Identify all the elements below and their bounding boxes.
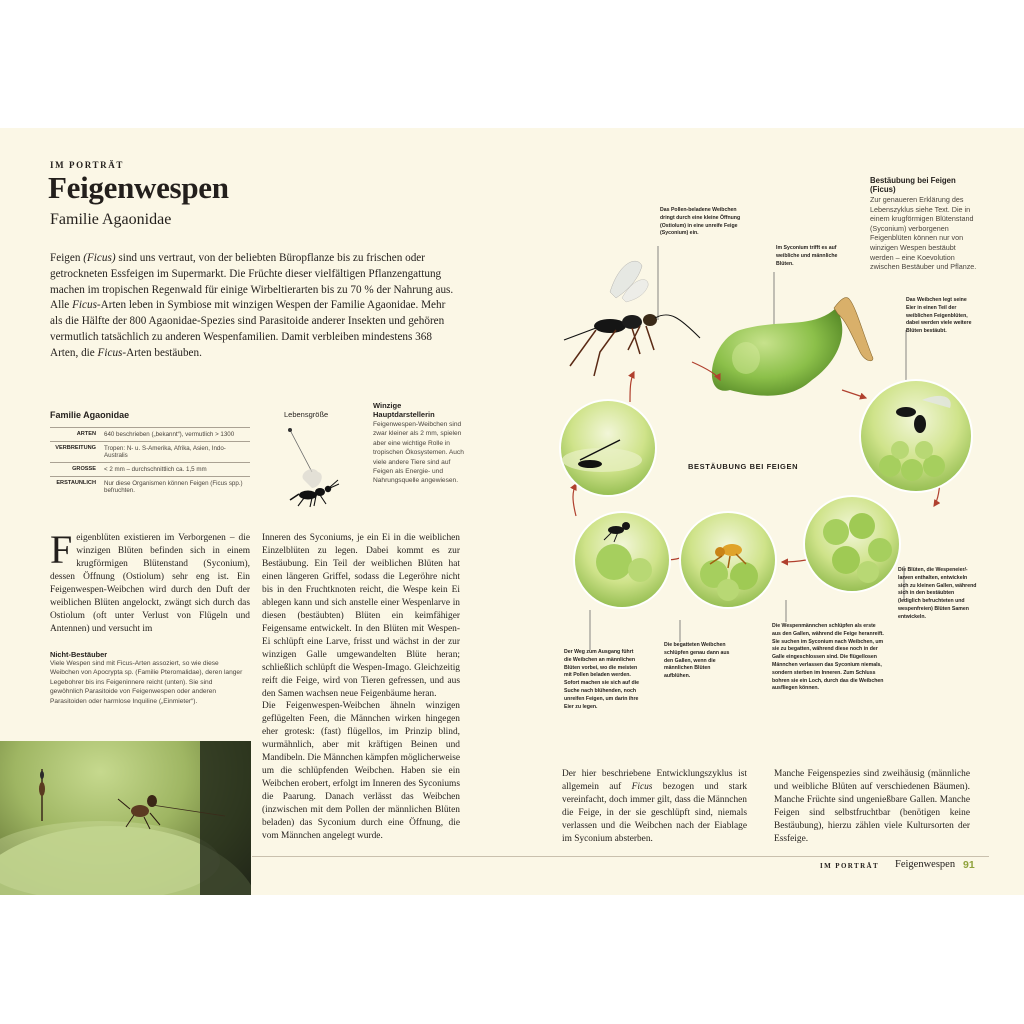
bottom-paragraph-1: Der hier beschriebene Entwicklungszyklus ist allgemein auf Ficus bezogen und stark vereinfacht, doch immer gilt, dass die Männchen die Feige, in der sie geschlüpft sind, niemals verlassen und die Weibchen nach der Eiablage im Syconium absterben. — [562, 769, 748, 844]
ficus-term: (Ficus) — [83, 252, 116, 264]
facts-heading: Familie Agaonidae — [50, 410, 130, 420]
table-row: ARTEN 640 beschrieben („bekannt“), vermutlich > 1300 — [50, 428, 250, 442]
intro-paragraph: Feigen (Ficus) sind uns vertraut, von der beliebten Büropflanze bis zu frischen oder getrockneten Essfeigen im Supermarkt. Die Früchte dieser vielfältigen Pflanzengattung machen im tropischen Regenwald für einige Wirbeltierarten bis zu 70 % der Nahrung aus. Alle Ficus-Arten leben in Symbiose mit winzigen Wespen der Familie Agaonidae. Mehr als die Hälfte der 800 Agaonidae-Spezies sind Parasitoide anderer Insekten und gehören vermutlich tatsächlich zu anderen Wespenfamilien. Damit verbleiben mindestens 368 Arten, die Ficus-Arten bestäuben. — [50, 252, 454, 359]
cycle-stage-males — [680, 512, 776, 608]
caption-exit: Der Weg zum Ausgang führt die Weibchen an männlichen Blüten vorbei, wo die meisten mit Pollen beladen werden. Sofort machen sie sich auf die Suche nach blühenden, noch unreifen Feigen, um darin ihre Eier zu legen. — [564, 649, 639, 710]
lifesize-label: Lebensgröße — [284, 410, 329, 419]
fig-fruit-icon — [712, 298, 873, 396]
facts-table — [50, 427, 250, 497]
cycle-stage-exit — [560, 400, 656, 496]
diagram-side-text: Zur genaueren Erklärung des Lebenszyklus siehe Text. Die in einem krugförmigen Blütenstand (Syconium) verborgenen Feigenblüten können nur von winzigen Wespen bestäubt werden – eine Koevolution zwischen Bestäuber und Pflanze. — [870, 195, 977, 272]
footer-title: Feigenwespen — [895, 859, 956, 870]
caption-mated: Die begatteten Weibchen schlüpfen genau dann aus den Gallen, wenn die männlichen Blüten aufblühen. — [664, 642, 730, 680]
table-row: VERBREITUNG Tropen: N- u. S-Amerika, Afrika, Asien, Indo-Australis — [50, 442, 250, 463]
body-column-2b: Die Feigenwespen-Weibchen ähneln winzigen geflügelten Feen, die Männchen wirken hingegen eher grotesk: (fast) flügellos, im Prinzip blind, wurmähnlich, aber mit kräftigen Beinen und Mandibeln. Die Männchen kämpfen möglicherweise um die schlüpfenden Weibchen. Haben sie ein Weibchen erobert, erfolgt im Inneren des Syconiums die Paarung. Danach verlässt das Weibchen (inzwischen mit dem Pollen der männlichen Blüten beladen) das Syconium durch eine Öffnung, die vom Männchen angelegt wurde. — [262, 701, 460, 841]
section-kicker: IM PORTRÄT — [50, 160, 124, 170]
bottom-paragraph-2: Manche Feigenspezies sind zweihäusig (männliche und weibliche Blüten auf verschiedenen Bäumen). Manche Früchte sind ungenießbare Gallen. Manche Feigen sind selbstfruchtbar (benötigen keine Bestäubung), hierzu zählen viele Kultursorten der Essfeige. — [774, 769, 970, 844]
footer-kicker: IM PORTRÄT — [820, 862, 880, 870]
page-subtitle: Familie Agaonidae — [50, 211, 172, 228]
nonpollinator-heading: Nicht-Bestäuber — [50, 650, 108, 659]
caption-eggs: Das Weibchen legt seine Eier in einen Teil der weiblichen Feigenblüten, dabei werden viele weitere Blüten bestäubt. — [906, 297, 972, 335]
nonpollinator-text: Viele Wespen sind mit Ficus-Arten assoziert, so wie diese Weibchen von Apocrypta sp. (Familie Pteromalidae), deren langer Legebohrer bis ins Feigeninnere reicht (unten). Sie sind gewöhnlich Parasitoide von Feigenwespen oder anderen Parasitoiden oder harmlose Inquiline („Einmieter“). — [50, 660, 243, 705]
footer-rule — [252, 856, 989, 857]
caption-develop: Die Blüten, die Wespeneier/-larven enthalten, entwickeln sich zu kleinen Gallen, während sich in den bestäubten (lediglich befruchteten und wespenfreien) Blüten Samen entwickeln. — [898, 567, 977, 620]
body-column-2: Inneren des Syconiums, je ein Ei in die weiblichen Einzelblüten zu legen. Dabei kommt es zur Bestäubung. Ein Teil der weiblichen Blüten hat einen längeren Griffel, sodass die Legeröhre nicht bis in den Fruchtknoten reicht, die Wespe kein Ei ablegen kann und sich anstelle einer Wespenlarve in diesen (bestäubten) Blüten ein keimfähiger Feigensame entwickelt. In den Blüten mit Wespen-Ei schlüpft eine Larve, frisst und wächst in der zur winzigen Galle umgewandelten Blüte heran; schließlich schlüpft die Wespen-Imago. Gleichzeitig reift die Feige, wird von Tieren gefressen, und aus den Samen wachsen neue Feigenbäume heran. — [262, 533, 460, 699]
body-column-1: Feigenblüten existieren im Verborgenen – die winzigen Blüten befinden sich in einem krugförmigen Blütenstand (Syconium), dessen Öffnung (Ostiolum) sehr eng ist. Ein Feigenwespen-Weibchen wird durch den Duft der weiblichen Blüten angelockt, zwängt sich durch das Ostiolum (oft unter Verlust von Flügeln und Antennen) und versucht im — [50, 527, 250, 634]
cycle-stage-eggs — [860, 380, 972, 492]
drop-cap: F — [50, 527, 73, 572]
ficus-term: Ficus — [97, 346, 123, 359]
cycle-stage-develop — [804, 496, 900, 592]
page-title: Feigenwespen — [48, 170, 229, 205]
diagram-side-heading: Bestäubung bei Feigen (Ficus) — [870, 176, 956, 194]
wasp-silhouette-icon — [268, 422, 348, 512]
table-row: GROSSE < 2 mm – durchschnittlich ca. 1,5 mm — [50, 463, 250, 477]
photo-illustration — [0, 741, 251, 895]
page-number: 91 — [963, 859, 975, 871]
cycle-stage-mated — [574, 512, 670, 608]
caption-syconium: Im Syconium trifft es auf weibliche und männliche Blüten. — [776, 245, 838, 267]
cycle-label: BESTÄUBUNG BEI FEIGEN — [688, 462, 799, 471]
fig-wasp-photo — [0, 741, 251, 895]
winzig-heading: Winzige Hauptdarstellerin — [373, 401, 435, 419]
caption-enter: Das Pollen-beladene Weibchen dringt durch eine kleine Öffnung (Ostiolum) in eine unreife Feige (Syconium) ein. — [660, 207, 741, 237]
winzig-text: Feigenwespen-Weibchen sind zwar kleiner als 2 mm, spielen aber eine wichtige Rolle in tropischen Ökosystemen. Auch viele andere Tiere sind auf Feigen als Energie- und Nahrungsquelle angewiesen. — [373, 421, 464, 485]
table-row: ERSTAUNLICH Nur diese Organismen können Feigen (Ficus spp.) befruchten. — [50, 477, 250, 498]
caption-males: Die Wespenmännchen schlüpfen als erste aus den Gallen, während die Feige heranreift. Sie suchen im Syconium nach Weibchen, um sie zu begatten, während diese noch in der Galle eingeschlossen sind. Die flügellosen Männchen verlassen das Syconium niemals, sondern sterben im Inneren. Zum Schluss bohren sie ein Loch, durch das die Weibchen ausfliegen können. — [772, 623, 884, 692]
ficus-term: Ficus — [72, 299, 97, 312]
female-wasp-icon — [564, 261, 700, 376]
